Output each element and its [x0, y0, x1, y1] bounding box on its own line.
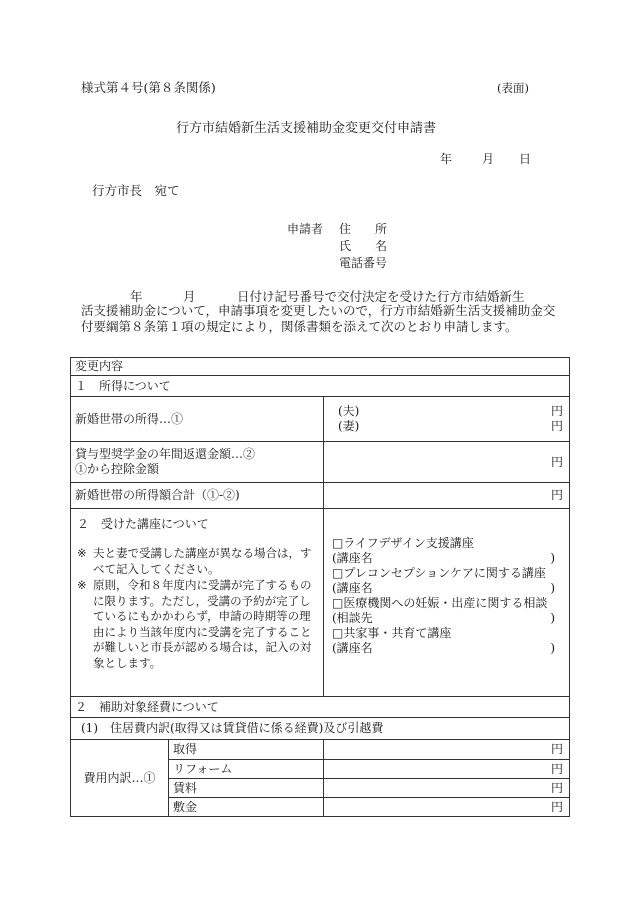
expense-label: 費用内訳…①: [71, 740, 169, 817]
course-item[interactable]: □共家事・共育て講座 (講座名 ): [332, 626, 556, 655]
expense-deposit-yen: 円: [324, 798, 570, 817]
husband-yen: 円: [551, 404, 564, 418]
wife-label: (妻): [338, 419, 360, 433]
course-1-name: □ライフデザイン支援講座: [332, 536, 474, 550]
course-4-sub: (講座名: [332, 641, 373, 655]
phone-label: 電話番号: [339, 256, 388, 270]
body-line1: 日付け記号番号で交付決定を受けた行方市結婚新生: [237, 289, 525, 304]
income-label: 新婚世帯の所得…①: [71, 397, 324, 442]
note2-text: 原則，令和８年度内に受講が完了するものに限ります。ただし，受講の予約が完了しているにもかかわらず，申請の時期等の理由により当該年度内に受講を完了することが難しいと市長が認める場合は，記入の対象とします。: [93, 578, 312, 670]
body-month: 月: [183, 289, 196, 304]
body-year: 年: [130, 289, 143, 304]
expense-acquisition: 取得: [169, 740, 324, 760]
course-item[interactable]: □プレコンセプションケアに関する講座 (講座名 ): [332, 566, 556, 595]
courses-notes-cell: [71, 509, 324, 697]
husband-label: (夫): [338, 404, 360, 418]
name-label: 氏 名: [339, 239, 388, 253]
section-income: １ 所得について: [71, 376, 570, 397]
expense-rent: 賃料: [169, 779, 324, 798]
date-day: 日: [519, 152, 532, 166]
address-label: 住 所: [339, 222, 388, 236]
course-3-sub: (相談先: [332, 611, 373, 625]
course-item[interactable]: □医療機関への妊娠・出産に関する相談 (相談先 ): [332, 596, 556, 625]
expense-reform-yen: 円: [324, 760, 570, 779]
course-4-name: □共家事・共育て講座: [332, 626, 452, 640]
body-paragraph: 活支援補助金について，申請事項を変更したいので，行方市結婚新生活支援補助金交付要綱第８条第１項の規定により，関係書類を添えて次のとおり申請します。: [81, 303, 556, 334]
course-list: [324, 509, 570, 697]
note2-mark: ※: [77, 578, 87, 592]
expense-reform: リフォーム: [169, 760, 324, 779]
section-expenses: ２ 補助対象経費について: [71, 697, 570, 718]
applicant-label: 申請者: [287, 222, 324, 236]
section-courses: ２ 受けた講座について: [77, 517, 209, 531]
subsection-housing: (1) 住居費内訳(取得又は賃貸借に係る経費)及び引越費: [71, 718, 570, 740]
course-2-sub: (講座名: [332, 581, 373, 595]
total-yen: 円: [324, 483, 570, 509]
date-month: 月: [482, 152, 495, 166]
course-2-name: □プレコンセプションケアに関する講座: [332, 566, 546, 580]
form-number: 様式第４号(第８条関係): [81, 80, 216, 95]
expense-acquisition-yen: 円: [324, 740, 570, 760]
addressee: 行方市長 宛て: [92, 183, 180, 198]
application-table: [70, 357, 570, 817]
course-3-name: □医療機関への妊娠・出産に関する相談: [332, 596, 548, 610]
course-1-sub: (講座名: [332, 551, 373, 565]
loan-label-line2: ①から控除金額: [75, 462, 160, 476]
note1-text: 夫と妻で受講した講座が異なる場合は，すべて記入してください。: [93, 546, 312, 576]
change-contents-label: 変更内容: [71, 358, 570, 376]
wife-yen: 円: [551, 419, 564, 433]
page-title: 行方市結婚新生活支援補助金変更交付申請書: [176, 121, 437, 136]
loan-label-line1: 貸与型奨学金の年間返還金額…②: [75, 447, 256, 461]
date-year: 年: [440, 152, 453, 166]
expense-rent-yen: 円: [324, 779, 570, 798]
side-label: (表面): [497, 81, 529, 95]
loan-label: [71, 442, 324, 483]
note1-mark: ※: [77, 546, 87, 560]
course-item[interactable]: □ライフデザイン支援講座 (講座名 ): [332, 536, 556, 565]
expense-deposit: 敷金: [169, 798, 324, 817]
total-label: 新婚世帯の所得額合計（①-②): [71, 483, 324, 509]
income-values: [324, 397, 570, 442]
loan-yen: 円: [324, 442, 570, 483]
